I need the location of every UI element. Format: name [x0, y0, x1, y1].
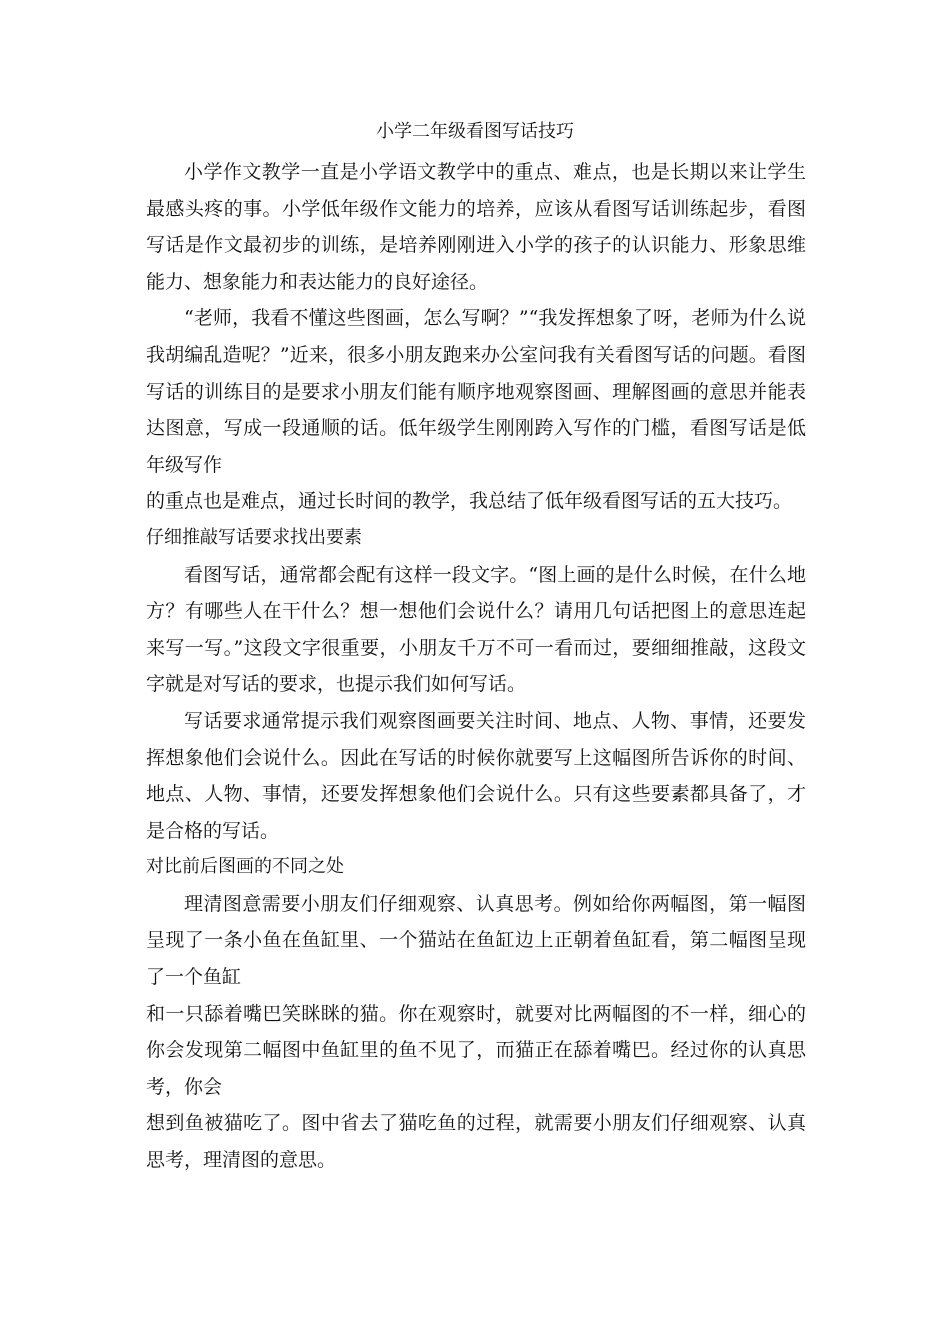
document-body: [146, 154, 806, 1179]
paragraph-student-questions: “老师，我看不懂这些图画，怎么写啊？”“我发挥想象了呀，老师为什么说我胡编乱造呢？”近来，很多小朋友跑来办公室问我有关看图写话的问题。看图写话的训练目的是要求小朋友们能有顺序地观察图画、理解图画的意思并能表达图意，写成一段通顺的话。低年级学生刚刚跨入写作的门槛，看图写话是低年级写作: [146, 307, 806, 476]
document-title: 小学二年级看图写话技巧: [376, 121, 574, 142]
section-heading-requirements: 仔细推敲写话要求找出要素: [146, 526, 362, 548]
paragraph-intro: 小学作文教学一直是小学语文教学中的重点、难点，也是长期以来让学生最感头疼的事。小学低年级作文能力的培养，应该从看图写话训练起步，看图写话是作文最初步的训练，是培养刚刚进入小学的孩子的认识能力、形象思维能力、想象能力和表达能力的良好途径。: [146, 161, 806, 293]
paragraph-example-start: 理清图意需要小朋友们仔细观察、认真思考。例如给你两幅图，第一幅图呈现了一条小鱼在鱼缸里、一个猫站在鱼缸边上正朝着鱼缸看，第二幅图呈现了一个鱼缸: [146, 892, 806, 989]
section-heading-compare: 对比前后图画的不同之处: [146, 856, 344, 878]
paragraph-five-tips: 的重点也是难点，通过长时间的教学，我总结了低年级看图写话的五大技巧。: [146, 490, 793, 513]
paragraph-example-end: 想到鱼被猫吃了。图中省去了猫吃鱼的过程，就需要小朋友们仔细观察、认真思考，理清图的意思。: [146, 1112, 806, 1172]
paragraph-prompt-text: 看图写话，通常都会配有这样一段文字。“图上画的是什么时候，在什么地方？有哪些人在干什么？想一想他们会说什么？请用几句话把图上的意思连起来写一写。”这段文字很重要，小朋友千万不可一看而过，要细细推敲，这段文字就是对写话的要求，也提示我们如何写话。: [146, 563, 806, 696]
paragraph-elements: 写话要求通常提示我们观察图画要关注时间、地点、人物、事情，还要发挥想象他们会说什么。因此在写话的时候你就要写上这幅图所告诉你的时间、地点、人物、事情，还要发挥想象他们会说什么。只有这些要素都具备了，才是合格的写话。: [146, 709, 806, 842]
paragraph-example-middle: 和一只舔着嘴巴笑眯眯的猫。你在观察时，就要对比两幅图的不一样，细心的你会发现第二幅图中鱼缸里的鱼不见了，而猫正在舔着嘴巴。经过你的认真思考，你会: [146, 1002, 806, 1098]
